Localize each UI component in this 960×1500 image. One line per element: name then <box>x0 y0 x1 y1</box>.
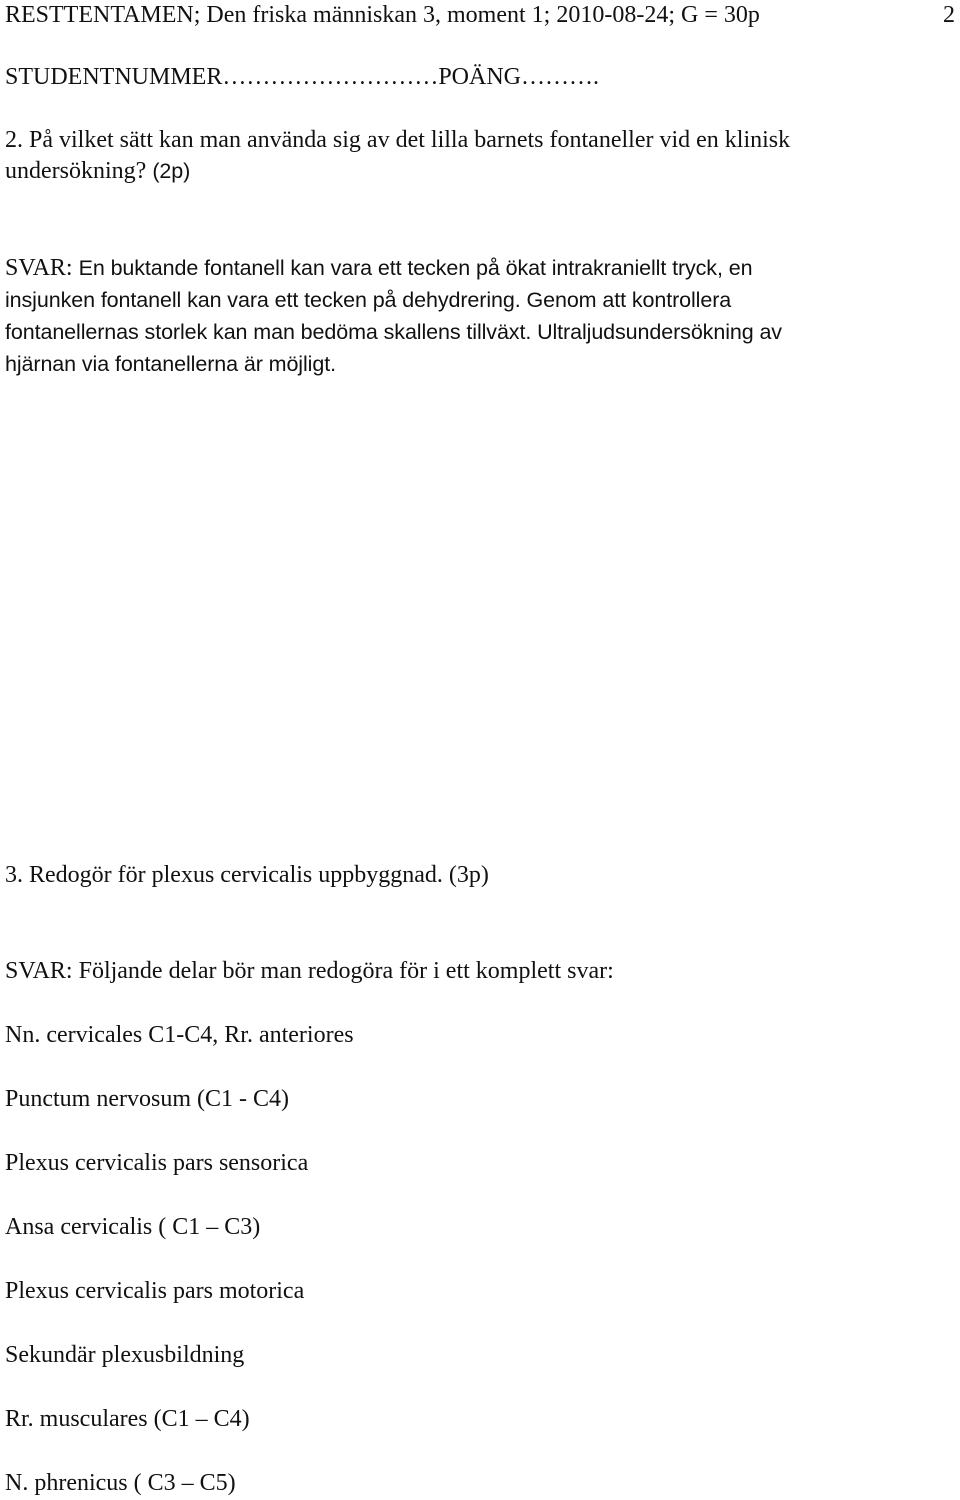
page-number: 2 <box>943 2 955 28</box>
answer-item-pars-sensorica: Plexus cervicalis pars sensorica <box>5 1150 309 1176</box>
answer-item-pars-motorica: Plexus cervicalis pars motorica <box>5 1278 305 1304</box>
answer-item-nn-cervicales: Nn. cervicales C1-C4, Rr. anteriores <box>5 1022 354 1048</box>
answer-text: En buktande fontanell kan vara ett tecken på ökat intrakraniellt tryck, en <box>78 256 753 280</box>
question-2-answer-line-2: insjunken fontanell kan vara ett tecken på dehydrering. Genom att kontrollera <box>5 288 732 312</box>
question-2-points: (2p) <box>152 159 191 183</box>
exam-title: RESTTENTAMEN; Den friska människan 3, moment 1; 2010-08-24; G = 30p <box>5 2 760 28</box>
answer-item-ansa-cervicalis: Ansa cervicalis ( C1 – C3) <box>5 1214 261 1240</box>
question-2-answer-line-4: hjärnan via fontanellerna är möjligt. <box>5 352 336 376</box>
question-2-text-end: undersökning? <box>5 158 153 184</box>
answer-item-punctum-nervosum: Punctum nervosum (C1 - C4) <box>5 1086 289 1112</box>
answer-item-rr-musculares: Rr. musculares (C1 – C4) <box>5 1406 250 1432</box>
question-3-answer-intro: SVAR: Följande delar bör man redogöra för i ett komplett svar: <box>5 958 614 984</box>
question-2-line-1: 2. På vilket sätt kan man använda sig av det lilla barnets fontaneller vid en klinisk <box>5 127 791 153</box>
question-2-answer-line-3: fontanellernas storlek kan man bedöma skallens tillväxt. Ultraljudsundersökning av <box>5 320 782 344</box>
student-number-points-line: STUDENTNUMMER………………………POÄNG………. <box>5 64 600 90</box>
question-3-text: 3. Redogör för plexus cervicalis uppbyggnad. (3p) <box>5 862 489 888</box>
answer-label: SVAR: <box>5 255 79 281</box>
question-2-answer-line-1 <box>5 253 752 284</box>
page-header <box>5 0 955 31</box>
answer-item-n-phrenicus: N. phrenicus ( C3 – C5) <box>5 1470 236 1496</box>
answer-item-sekundar-plexusbildning: Sekundär plexusbildning <box>5 1342 245 1368</box>
question-2-line-2 <box>5 156 190 187</box>
